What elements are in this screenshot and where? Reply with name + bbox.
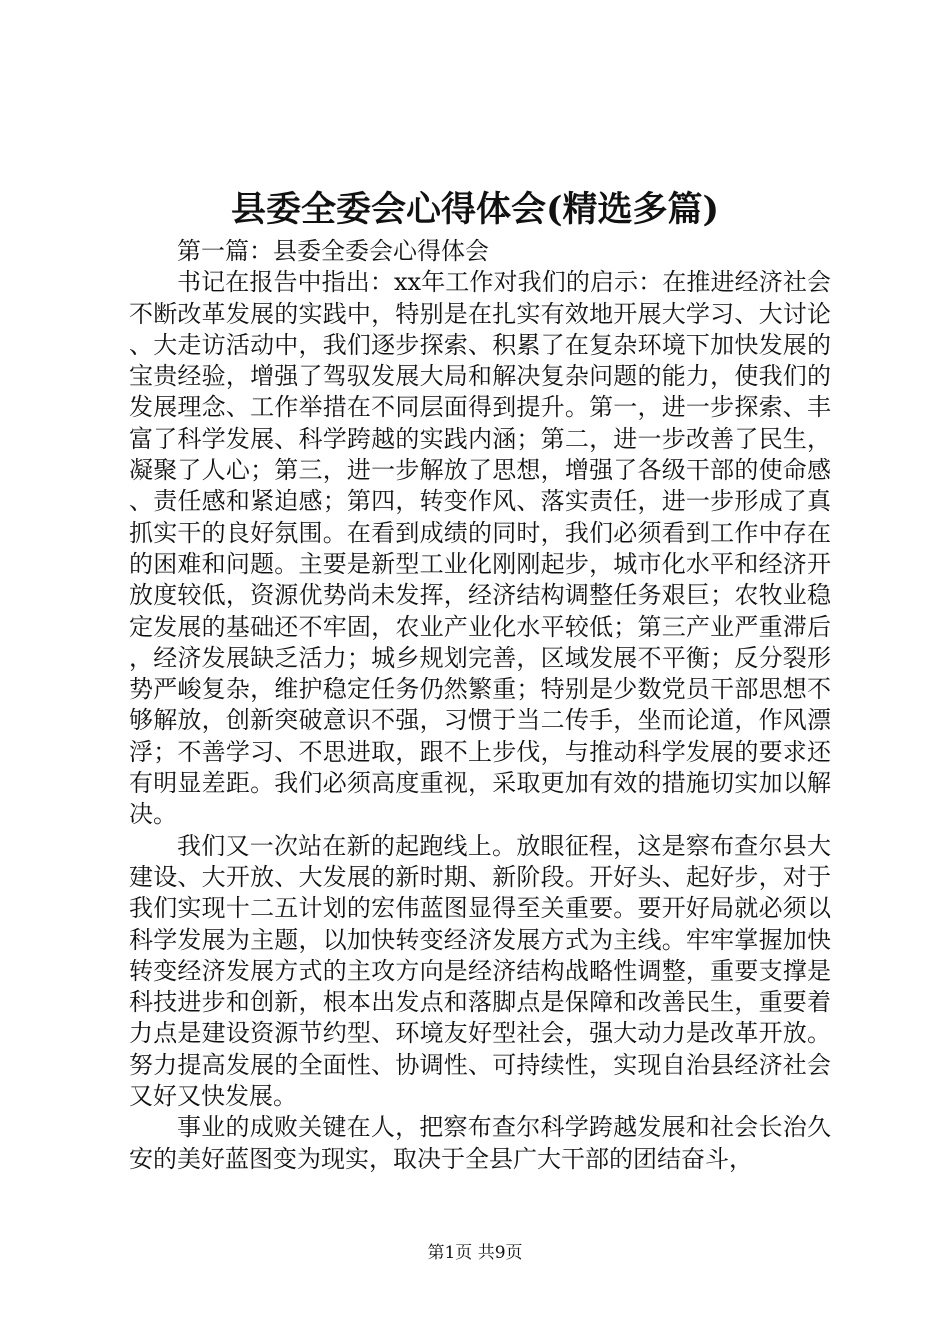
section-heading: 第一篇：县委全委会心得体会 bbox=[177, 237, 489, 265]
paragraph-1: 书记在报告中指出：xx年工作对我们的启示：在推进经济社会不断改革发展的实践中，特别是在扎实有效地开展大学习、大讨论、大走访活动中，我们逐步探索、积累了在复杂环境下加快发展的宝贵经验，增强了驾驭发展大局和解决复杂问题的能力，使我们的发展理念、工作举措在不同层面得到提升。第一，进一步探索、丰富了科学发展、科学跨越的实践内涵；第二，进一步改善了民生，凝聚了人心；第三，进一步解放了思想，增强了各级干部的使命感、责任感和紧迫感；第四，转变作风、落实责任，进一步形成了真抓实干的良好氛围。在看到成绩的同时，我们必须看到工作中存在的困难和问题。主要是新型工业化刚刚起步，城市化水平和经济开放度较低，资源优势尚未发挥，经济结构调整任务艰巨；农牧业稳定发展的基础还不牢固，农业产业化水平较低；第三产业严重滞后，经济发展缺乏活力；城乡规划完善，区域发展不平衡；反分裂形势严峻复杂，维护稳定任务仍然繁重；特别是少数党员干部思想不够解放，创新突破意识不强，习惯于当二传手，坐而论道，作风漂浮；不善学习、不思进取，跟不上步伐，与推动科学发展的要求还有明显差距。我们必须高度重视，采取更加有效的措施切实加以解决。 bbox=[129, 268, 831, 829]
document-title: 县委全委会心得体会(精选多篇) bbox=[230, 189, 720, 230]
page-number-footer: 第1页 共9页 bbox=[427, 1243, 523, 1263]
document-body bbox=[129, 236, 831, 1175]
paragraph-3: 事业的成败关键在人，把察布查尔科学跨越发展和社会长治久安的美好蓝图变为现实，取决于全县广大干部的团结奋斗， bbox=[129, 1113, 831, 1173]
paragraph-2: 我们又一次站在新的起跑线上。放眼征程，这是察布查尔县大建设、大开放、大发展的新时期、新阶段。开好头、起好步，对于我们实现十二五计划的宏伟蓝图显得至关重要。要开好局就必须以科学发展为主题，以加快转变经济发展方式为主线。牢牢掌握加快转变经济发展方式的主攻方向是经济结构战略性调整，重要支撑是科技进步和创新，根本出发点和落脚点是保障和改善民生，重要着力点是建设资源节约型、环境友好型社会，强大动力是改革开放。努力提高发展的全面性、协调性、可持续性，实现自治县经济社会又好又快发展。 bbox=[129, 831, 831, 1111]
